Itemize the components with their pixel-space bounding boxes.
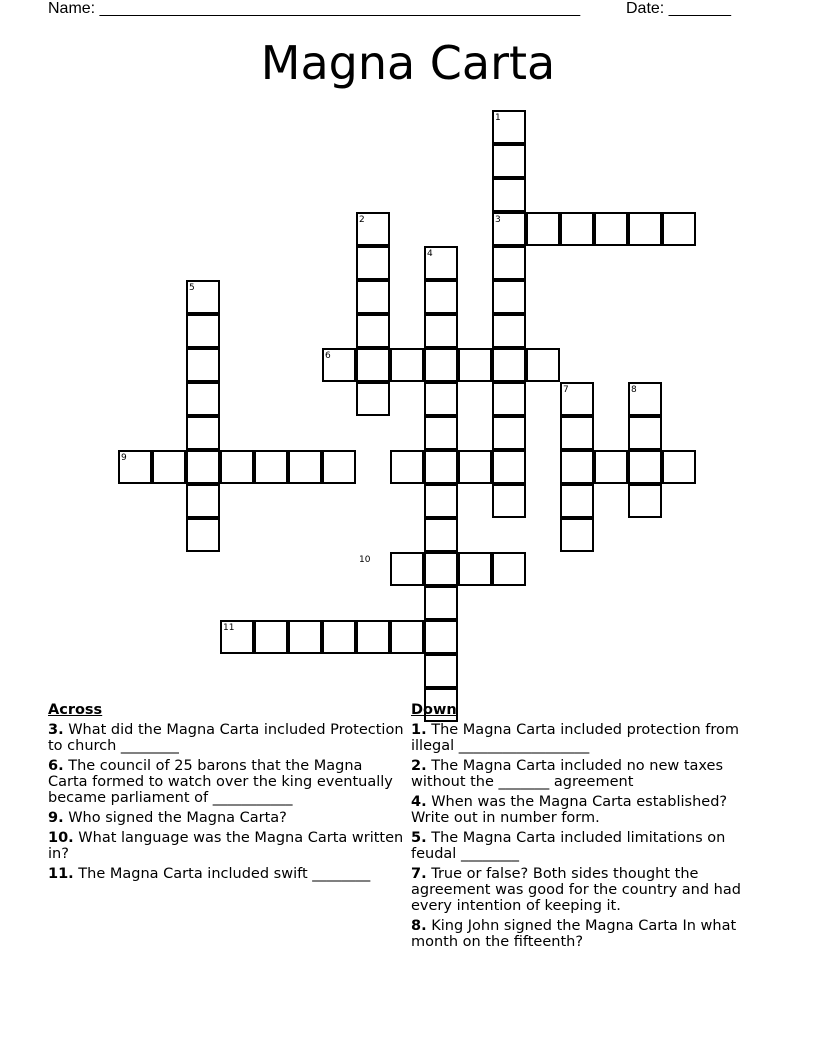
grid-cell[interactable]: [424, 246, 458, 280]
grid-cell[interactable]: [424, 314, 458, 348]
grid-cell[interactable]: [390, 552, 424, 586]
grid-cell[interactable]: [356, 280, 390, 314]
grid-cell[interactable]: [424, 280, 458, 314]
clue-number-label: 7: [563, 385, 569, 395]
grid-cell[interactable]: [186, 348, 220, 382]
grid-cell[interactable]: [662, 450, 696, 484]
grid-cell[interactable]: [492, 246, 526, 280]
clue-down-5: [411, 830, 761, 862]
clue-number-label: 11: [223, 623, 235, 633]
clue-text: Who signed the Magna Carta?: [68, 810, 287, 826]
grid-cell[interactable]: [220, 450, 254, 484]
clue-number: 1.: [411, 722, 427, 738]
grid-cell[interactable]: [594, 450, 628, 484]
grid-cell[interactable]: [492, 484, 526, 518]
grid-cell[interactable]: [390, 450, 424, 484]
grid-cell[interactable]: [186, 450, 220, 484]
grid-cell[interactable]: [424, 620, 458, 654]
grid-cell[interactable]: [390, 348, 424, 382]
grid-cell[interactable]: [288, 450, 322, 484]
grid-cell[interactable]: [390, 620, 424, 654]
clue-down-8: [411, 918, 761, 950]
grid-cell[interactable]: [254, 450, 288, 484]
clue-number-label: 3: [495, 215, 501, 225]
grid-cell[interactable]: [492, 450, 526, 484]
grid-cell[interactable]: [356, 314, 390, 348]
clue-number-label: 5: [189, 283, 195, 293]
grid-cell[interactable]: [492, 212, 526, 246]
grid-cell[interactable]: [356, 348, 390, 382]
grid-cell[interactable]: [492, 144, 526, 178]
grid-cell[interactable]: [356, 212, 390, 246]
clue-text: True or false? Both sides thought the agreement was good for the country and had every intention of keeping it.: [411, 866, 741, 914]
clue-number: 4.: [411, 794, 427, 810]
clue-across-10: [48, 830, 404, 862]
across-clues: [48, 702, 404, 886]
grid-cell[interactable]: [560, 212, 594, 246]
clue-text: The Magna Carta included protection from illegal __________________: [411, 722, 740, 754]
clue-number-label: 6: [325, 351, 331, 361]
clue-text: What language was the Magna Carta written in?: [48, 830, 404, 862]
clue-text: The council of 25 barons that the Magna Carta formed to watch over the king eventually became parliament of ___________: [48, 758, 393, 806]
clue-across-6: [48, 758, 404, 806]
clue-text: King John signed the Magna Carta In what month on the fifteenth?: [411, 918, 737, 950]
clue-number: 3.: [48, 722, 64, 738]
grid-cell[interactable]: [628, 212, 662, 246]
grid-cell[interactable]: [560, 484, 594, 518]
clue-text: When was the Magna Carta established? Write out in number form.: [411, 794, 728, 826]
grid-cell[interactable]: [356, 620, 390, 654]
grid-cell[interactable]: [492, 552, 526, 586]
grid-cell[interactable]: [628, 484, 662, 518]
grid-cell[interactable]: [560, 416, 594, 450]
clue-number: 6.: [48, 758, 64, 774]
clue-down-2: [411, 758, 761, 790]
clue-text: The Magna Carta included limitations on feudal ________: [411, 830, 726, 862]
grid-cell[interactable]: [424, 586, 458, 620]
grid-cell[interactable]: [628, 450, 662, 484]
grid-cell[interactable]: [322, 348, 356, 382]
grid-cell[interactable]: [492, 110, 526, 144]
grid-cell[interactable]: [458, 552, 492, 586]
clue-number-label: 4: [427, 249, 433, 259]
grid-cell[interactable]: [628, 416, 662, 450]
clue-across-3: [48, 722, 404, 754]
grid-cell[interactable]: [424, 382, 458, 416]
name-field-label[interactable]: Name: ______________________________________________________: [48, 0, 581, 17]
grid-cell[interactable]: [424, 518, 458, 552]
grid-cell[interactable]: [322, 450, 356, 484]
grid-cell[interactable]: [356, 382, 390, 416]
grid-cell[interactable]: [424, 416, 458, 450]
clue-number-label: 9: [121, 453, 127, 463]
grid-cell[interactable]: [492, 416, 526, 450]
grid-cell[interactable]: [118, 450, 152, 484]
down-clues: [411, 702, 761, 954]
clue-number: 11.: [48, 866, 74, 882]
grid-cell[interactable]: [186, 518, 220, 552]
grid-cell[interactable]: [492, 178, 526, 212]
clue-text: What did the Magna Carta included Protection to church ________: [48, 722, 404, 754]
clue-text: The Magna Carta included no new taxes without the _______ agreement: [411, 758, 724, 790]
grid-cell[interactable]: [186, 382, 220, 416]
grid-cell[interactable]: [594, 212, 628, 246]
clue-across-11: [48, 866, 404, 882]
grid-cell[interactable]: [492, 314, 526, 348]
grid-cell[interactable]: [186, 314, 220, 348]
clue-number: 7.: [411, 866, 427, 882]
grid-cell[interactable]: [424, 654, 458, 688]
clue-text: The Magna Carta included swift ________: [78, 866, 371, 882]
grid-cell[interactable]: [560, 518, 594, 552]
clue-number: 10.: [48, 830, 74, 846]
clue-number-label: 1: [495, 113, 501, 123]
grid-cell[interactable]: [560, 382, 594, 416]
grid-cell[interactable]: [254, 620, 288, 654]
grid-cell[interactable]: [424, 348, 458, 382]
grid-cell[interactable]: [152, 450, 186, 484]
grid-cell[interactable]: [424, 450, 458, 484]
clue-across-9: [48, 810, 404, 826]
grid-cell[interactable]: [492, 280, 526, 314]
grid-cell[interactable]: [186, 280, 220, 314]
grid-cell[interactable]: [186, 484, 220, 518]
grid-cell[interactable]: [662, 212, 696, 246]
grid-cell[interactable]: [424, 552, 458, 586]
grid-cell[interactable]: [220, 620, 254, 654]
grid-cell[interactable]: [424, 484, 458, 518]
clue-number: 9.: [48, 810, 64, 826]
clue-down-4: [411, 794, 761, 826]
page-title: Magna Carta: [260, 36, 556, 90]
clue-down-7: [411, 866, 761, 914]
grid-cell[interactable]: [560, 450, 594, 484]
grid-cell[interactable]: [322, 620, 356, 654]
clue-number-label: 10: [359, 555, 371, 565]
grid-cell[interactable]: [186, 416, 220, 450]
across-heading: Across: [48, 702, 103, 718]
grid-cell[interactable]: [458, 450, 492, 484]
clue-down-1: [411, 722, 761, 754]
grid-cell[interactable]: [628, 382, 662, 416]
clue-number: 2.: [411, 758, 427, 774]
grid-cell[interactable]: [492, 382, 526, 416]
date-field-label[interactable]: Date: _______: [626, 0, 731, 17]
clue-number: 8.: [411, 918, 427, 934]
grid-cell[interactable]: [288, 620, 322, 654]
clue-number-label: 2: [359, 215, 365, 225]
grid-cell[interactable]: [492, 348, 526, 382]
grid-cell[interactable]: [526, 348, 560, 382]
clue-number-label: 8: [631, 385, 637, 395]
grid-cell[interactable]: [458, 348, 492, 382]
down-heading: Down: [411, 702, 457, 718]
grid-cell[interactable]: [356, 246, 390, 280]
clue-number: 5.: [411, 830, 427, 846]
grid-cell[interactable]: [526, 212, 560, 246]
